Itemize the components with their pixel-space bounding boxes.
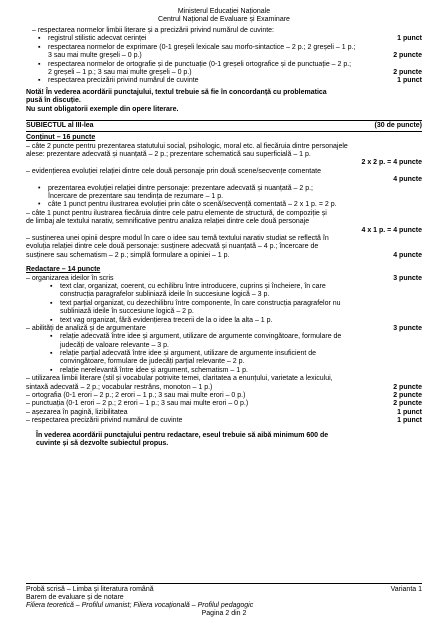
center-name: Centrul Național de Evaluare și Examinare: [158, 16, 290, 23]
document-footer: [26, 583, 422, 618]
footer-barem: Barem de evaluare și de notare: [26, 594, 124, 601]
document-header: [26, 8, 422, 24]
content-heading: Conținut – 16 puncte: [26, 134, 96, 142]
section-points: (30 de puncte): [374, 121, 422, 129]
top-item: ▪ respectarea normelor de ortografie și de punctuație (0-1 greșeli ortografice și de punctuație – 2 p.;: [38, 60, 352, 68]
redactare-heading: Redactare – 14 puncte: [26, 266, 101, 274]
note: Notă! În vederea acordării punctajului, textul trebuie să fie în concordanță cu problematica pusă în discuție. Nu sunt obligatorii exemple din opere literare.: [26, 88, 327, 113]
footer-exam: Probă scrisă – Limba și literatura română: [26, 586, 154, 593]
ministry-name: Ministerul Educației Naționale: [177, 8, 271, 15]
page-number: Pagina 2 din 2: [201, 610, 247, 617]
content-criteria: Conținut – 16 puncte – câte 2 puncte pentru prezentarea statutului social, psihologic, moral etc. al fiecăruia dintre personajele alese: prezentare adecvată și nuanțată – 2 p.; prezentare schematică sau superficială – 1 p. 2 x 2 p. = 4 puncte – evidențierea evoluției relației dintre cele două personaje prin două scene/secvențe comentate 4 puncte • prezentarea evoluției relației dintre personaje: prezentare adecvată și nuanțată – 2 p.; încercare de prezentare sau tendința de rezumare – 1 p. • câte 1 punct pentru ilustrarea evoluției prin câte o scenă/secvență comentată – 2 x 1 p. = 2 p. – câte 1 punct pentru ilustrarea fiecăruia dintre cele patru elemente de structură, de compoziție și de limbaj ale textului narativ, semnificative pentru analiza relației dintre cele două personaje 4 x 1 p. = 4 puncte – susținerea unei opinii despre modul în care o idee sau temă textului narativ studiat se reflectă în evoluția relației dintre cele două personaje: susținere adecvată și nuanțată – 4 p.; încercare de susținere sau schematism – 2 p.; simplă formulare a opiniei – 1 p. 4 puncte: [26, 134, 422, 259]
section-header: [26, 120, 422, 132]
section-title: SUBIECTUL al III-lea: [26, 121, 94, 129]
footer-profile: Filiera teoretică – Profilul umanist; Filiera vocațională – Profilul pedagogic: [26, 602, 254, 609]
final-note: În vederea acordării punctajului pentru redactare, eseul trebuie să aibă minimum 600 de cuvinte și să dezvolte subiectul propus.: [36, 431, 329, 447]
top-item: ▪ registrul stilistic adecvat cerinței 1 punct: [38, 35, 422, 43]
redactare-criteria: Redactare – 14 puncte – organizarea ideilor în scris 3 puncte ▪ text clar, organizat, coerent, cu echilibru între introducere, cuprins și încheiere, în care construcția paragrafelor subliniază ideile în succesiune logică – 3 p. ▪ text parțial organizat, cu dezechilibru între componente, în care construcția paragrafelor nu subliniază ideile în succesiune logică – 2 p. ▪ text vag organizat, fără evidențierea trecerii de la o idee la alta – 1 p. – abilități de analiză și de argumentare 3 puncte ▪ relație adecvată între idee și argument, utilizare de argumente convingătoare, formulare de judecăți de valoare relevante – 3 p. ▪ relație parțial adecvată între idee și argument, utilizare de argumente insuficient de convingătoare, formulare de judecăți parțial relevante – 2 p. ▪ relație nerelevantă între idee și argument, schematism – 1 p. – utilizarea limbii literare (stil și vocabular potrivite temei, claritatea a enunțului, varietate a lexicului, sintaxă adecvată – 2 p.; vocabular restrâns, monoton – 1 p.) 2 puncte – ortografia (0-1 erori – 2 p.; 2 erori – 1 p.; 3 sau mai multe erori – 0 p.) 2 puncte – punctuația (0-1 erori – 2 p.; 2 erori – 1 p.; 3 sau mai multe erori – 0 p.) 2 puncte – așezarea în pagină, lizibilitatea 1 punct – respectarea precizării privind numărul de cuvinte 1 punct În vederea acordării punctajului pentru redactare, eseul trebuie să aibă minimum 600 de cuvinte și să dezvolte subiectul propus.: [26, 266, 422, 447]
top-intro: – respectarea normelor limbii literare și a precizării privind numărul de cuvinte:: [32, 27, 274, 34]
top-criteria: – respectarea normelor limbii literare și a precizării privind numărul de cuvinte: ▪ registrul stilistic adecvat cerinței 1 punct ▪ respectarea normelor de exprimare (0-1 greșeli lexicale sau morfo-sintactice – 2 p.; 2 greșeli – 1 p.; 3 sau mai multe greșeli – 0 p.) 2 puncte ▪ respectarea normelor de ortografie și de punctuație (0-1 greșeli ortografice și de punctuație – 2 p.; 2 greșeli – 1 p.; 3 sau mai multe greșeli – 0 p.) 2 puncte ▪ respectarea precizării privind numărul de cuvinte 1 punct Notă! În vederea acordării punctajului, textul trebuie să fie în concordanță cu problematica pusă în discuție. Nu sunt obligatorii exemple din opere literare.: [26, 27, 422, 113]
footer-variant: Varianta 1: [390, 586, 422, 593]
top-item: ▪ respectarea normelor de exprimare (0-1 greșeli lexicale sau morfo-sintactice – 2 p.; 2 greșeli – 1 p.;: [38, 43, 356, 51]
top-item: ▪ respectarea precizării privind numărul de cuvinte 1 punct: [38, 77, 422, 85]
